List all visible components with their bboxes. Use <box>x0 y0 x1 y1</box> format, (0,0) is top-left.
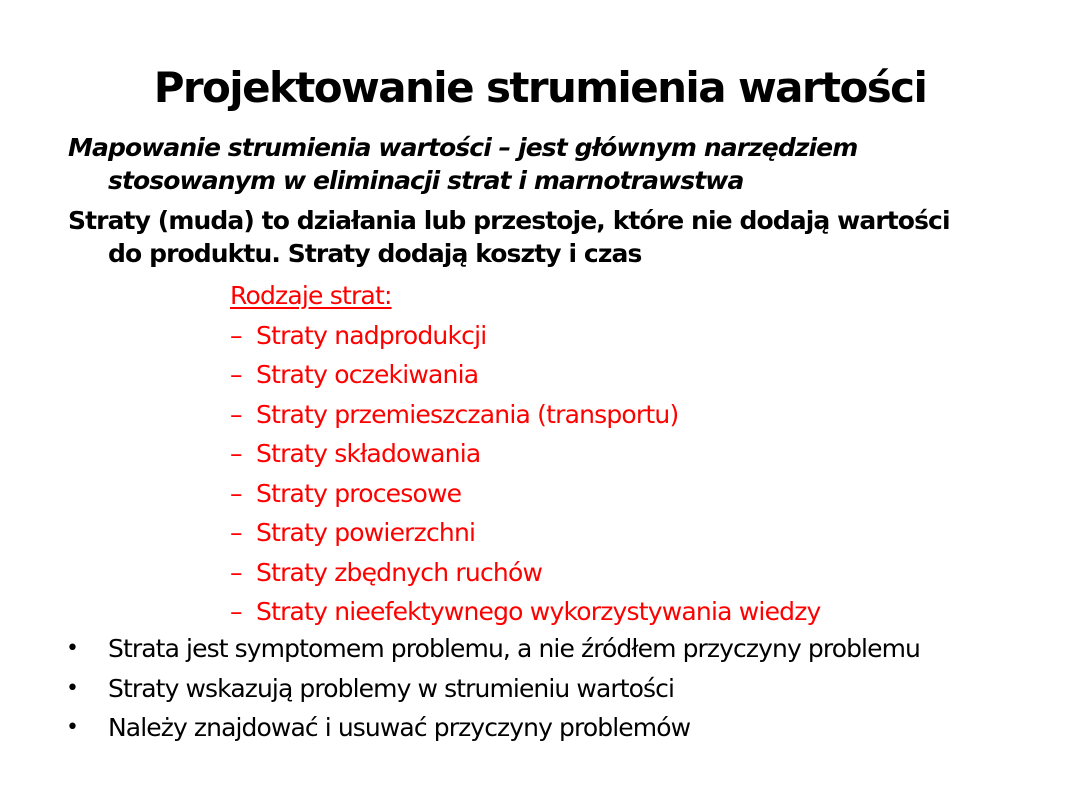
dash-marker: – <box>230 439 242 468</box>
waste-type-label: Straty procesowe <box>256 478 462 508</box>
waste-type-item <box>230 513 821 553</box>
definition-line-1: Mapowanie strumienia wartości – jest głównym narzędziem <box>68 133 858 162</box>
bullet-text: Strata jest symptomem problemu, a nie źródłem przyczyny problemu <box>108 634 920 663</box>
waste-type-item <box>230 434 821 474</box>
bullet-marker: • <box>66 715 79 740</box>
bullet-text: Straty wskazują problemy w strumieniu wartości <box>108 673 675 703</box>
waste-definition-line-1: Straty (muda) to działania lub przestoje, które nie dodają wartości <box>68 206 950 235</box>
waste-types-list <box>230 316 821 632</box>
waste-type-label: Straty nieefektywnego wykorzystywania wiedzy <box>256 597 821 626</box>
waste-type-label: Straty powierzchni <box>256 518 476 547</box>
waste-type-item <box>230 553 821 593</box>
bullet-item <box>66 708 920 748</box>
waste-type-item <box>230 474 821 514</box>
waste-type-label: Straty składowania <box>256 439 481 468</box>
waste-type-label: Straty zbędnych ruchów <box>256 557 543 587</box>
dash-marker: – <box>230 478 242 508</box>
slide-title: Projektowanie strumienia wartości <box>153 63 927 112</box>
value-stream-mapping-definition <box>68 131 857 197</box>
definition-line-2: stosowanym w eliminacji strat i marnotrawstwa <box>108 166 744 195</box>
bullet-item <box>66 669 920 709</box>
waste-definition <box>68 204 950 270</box>
dash-marker: – <box>230 597 242 626</box>
dash-marker: – <box>230 518 242 547</box>
bullet-text: Należy znajdować i usuwać przyczyny problemów <box>108 713 691 742</box>
waste-types-heading: Rodzaje strat: <box>230 281 392 310</box>
dash-marker: – <box>230 360 242 389</box>
waste-type-label: Straty przemieszczania (transportu) <box>256 399 679 429</box>
waste-type-item <box>230 316 821 356</box>
bullet-marker: • <box>66 636 79 661</box>
waste-type-item <box>230 395 821 435</box>
waste-type-item <box>230 355 821 395</box>
bullet-marker: • <box>66 675 79 701</box>
waste-type-label: Straty oczekiwania <box>256 360 479 389</box>
dash-marker: – <box>230 557 242 587</box>
dash-marker: – <box>230 399 242 429</box>
waste-type-label: Straty nadprodukcji <box>256 320 487 350</box>
bullet-item <box>66 629 920 669</box>
waste-types <box>230 276 821 632</box>
waste-type-item <box>230 592 821 632</box>
waste-definition-line-2: do produktu. Straty dodają koszty i czas <box>108 239 642 268</box>
dash-marker: – <box>230 320 242 350</box>
bullet-list <box>66 629 920 748</box>
